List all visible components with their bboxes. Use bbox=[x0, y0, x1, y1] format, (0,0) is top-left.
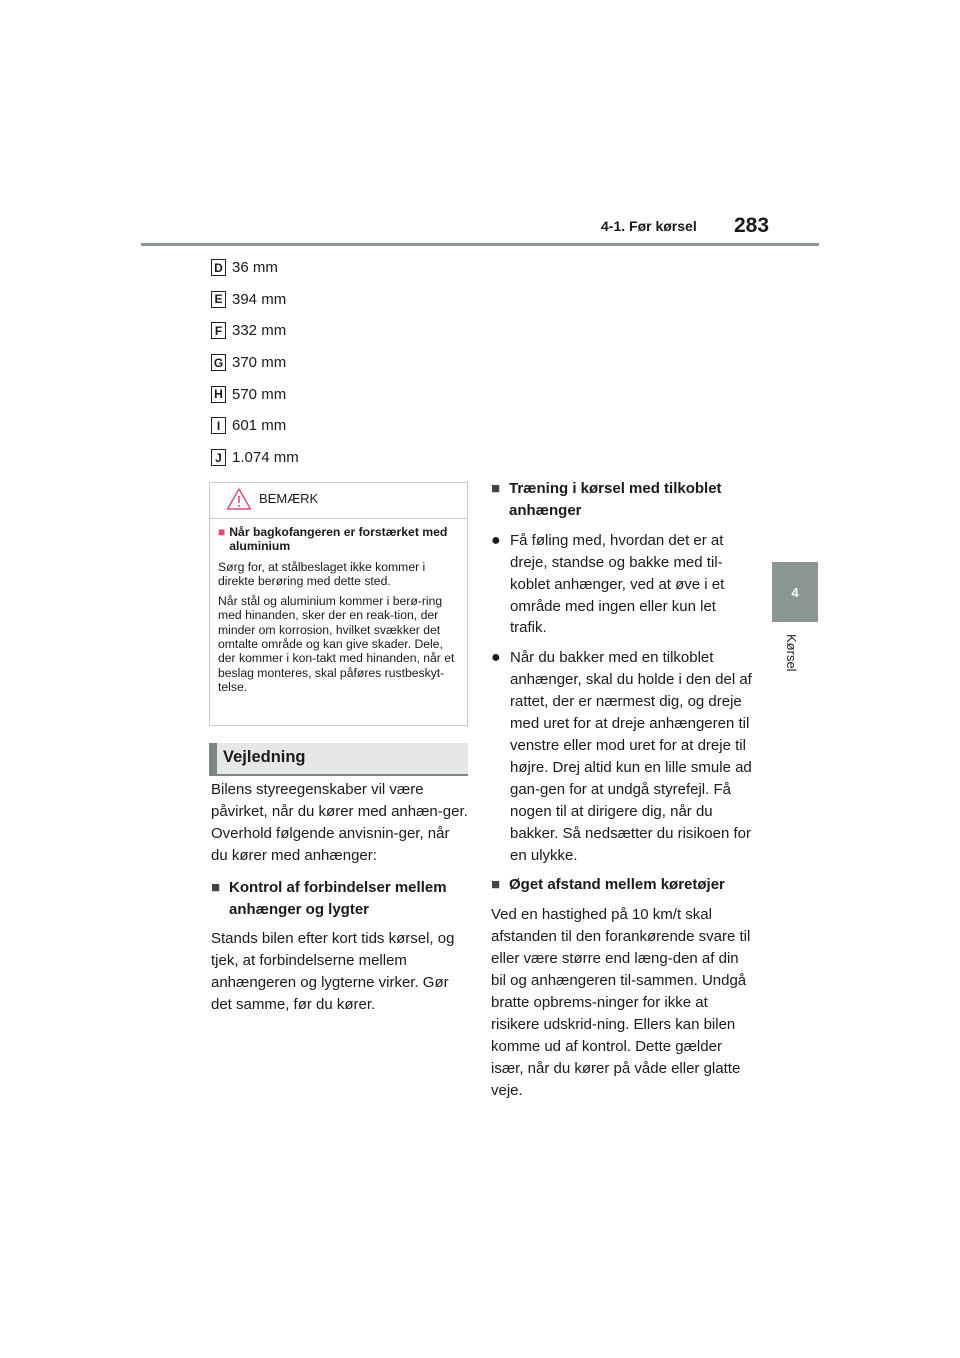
dimension-item bbox=[211, 289, 299, 321]
dimension-value: 570 mm bbox=[232, 385, 287, 403]
dimension-value: 370 mm bbox=[232, 354, 287, 372]
dimension-value: 332 mm bbox=[232, 322, 287, 340]
notice-label: BEMÆRK bbox=[259, 491, 319, 506]
body-paragraph: Ved en hastighed på 10 km/t skal afstanden til den forankørende svare til eller være større end læng-den af din bil og anhængeren til-sammen. Undgå bratte opbrems-ninger for ikke at risikere udskrid-ning. Ellers kan bilen komme ud af kontrol. Dette gælder især, når du kører på våde eller glatte veje. bbox=[491, 906, 751, 1099]
chapter-tab bbox=[772, 562, 818, 622]
dimension-item bbox=[211, 320, 299, 352]
bullet-dot-icon: ● bbox=[491, 649, 501, 667]
body-paragraph: Stands bilen efter kort tids kørsel, og tjek, at forbindelserne mellem anhængeren og lygterne virker. Gør det samme, før du kører. bbox=[211, 930, 455, 1014]
square-bullet-icon: ■ bbox=[491, 480, 501, 497]
dimension-letter: J bbox=[211, 449, 226, 466]
notice-box bbox=[209, 482, 468, 726]
bullet-dot-icon: ● bbox=[491, 531, 501, 549]
dimension-letter: H bbox=[211, 386, 226, 403]
guide-divider bbox=[209, 774, 468, 776]
dimension-list bbox=[211, 257, 299, 479]
dimension-letter: G bbox=[211, 354, 226, 371]
square-bullet-icon: ■ bbox=[491, 876, 501, 894]
dimension-letter: D bbox=[211, 259, 226, 276]
guide-heading-box bbox=[209, 743, 468, 775]
dimension-item bbox=[211, 257, 299, 289]
dimension-item bbox=[211, 384, 299, 416]
notice-paragraph: Sørg for, at stålbeslaget ikke kommer i direkte berøring med dette sted. bbox=[218, 559, 426, 588]
guide-title: Vejledning bbox=[223, 748, 306, 766]
dimension-value: 601 mm bbox=[232, 417, 287, 435]
bullet-item: ● Få føling med, hvordan det er at dreje, standse og bakke med til-koblet anhænger, ved at øve i et område med ingen eller kun let trafik. bbox=[491, 530, 753, 640]
page-number: 283 bbox=[734, 214, 770, 237]
right-column bbox=[491, 478, 753, 1111]
sub-heading: ■ Kontrol af forbindelser mellem anhænger og lygter bbox=[211, 877, 469, 921]
bullet-item: ● Når du bakker med en tilkoblet anhænger, skal du holde i den del af rattet, der er nærmest dig, og dreje med uret for at dreje anhængeren til venstre eller mod uret for at dreje til højre. Drej altid kun en lille smule ad gan-gen for at undgå styrefejl. Få nogen til at dirigere dig, når du bakker. Så nedsætter du risikoen for en ulykke. bbox=[491, 647, 753, 866]
intro-paragraph: Bilens styreegenskaber vil være påvirket, når du kører med anhæn-ger. Overhold følgende anvisnin-ger, når du kører med anhænger: bbox=[211, 781, 468, 864]
dimension-value: 394 mm bbox=[232, 290, 287, 308]
dimension-letter: F bbox=[211, 322, 226, 339]
warning-triangle-icon bbox=[226, 487, 252, 511]
section-title: 4-1. Før kørsel bbox=[601, 218, 697, 234]
notice-paragraph: Når stål og aluminium kommer i berø-ring med hinanden, sker der en reak-tion, der minder om korrosion, hvilket svækker det omtalte område og kan give skader. Dele, der kommer i kon-takt med hinanden, når et beslag monteres, skal påføres rustbeskyt-telse. bbox=[218, 594, 455, 694]
dimension-value: 1.074 mm bbox=[232, 449, 299, 467]
header-divider bbox=[141, 243, 819, 246]
left-column bbox=[211, 779, 469, 1026]
sub-heading: ■ Træning i kørsel med tilkoblet anhænger bbox=[491, 478, 753, 522]
dimension-item bbox=[211, 352, 299, 384]
square-bullet-icon: ■ bbox=[218, 525, 226, 539]
dimension-item bbox=[211, 415, 299, 447]
dimension-value: 36 mm bbox=[232, 259, 278, 276]
sub-heading: ■ Øget afstand mellem køretøjer bbox=[491, 874, 753, 896]
square-bullet-icon: ■ bbox=[211, 878, 221, 896]
dimension-item bbox=[211, 447, 299, 479]
chapter-label: Kørsel bbox=[784, 634, 799, 672]
dimension-letter: I bbox=[211, 417, 226, 434]
dimension-letter: E bbox=[211, 291, 226, 308]
chapter-number: 4 bbox=[791, 584, 799, 600]
notice-heading: ■ Når bagkofangeren er forstærket med aluminium bbox=[218, 525, 448, 554]
